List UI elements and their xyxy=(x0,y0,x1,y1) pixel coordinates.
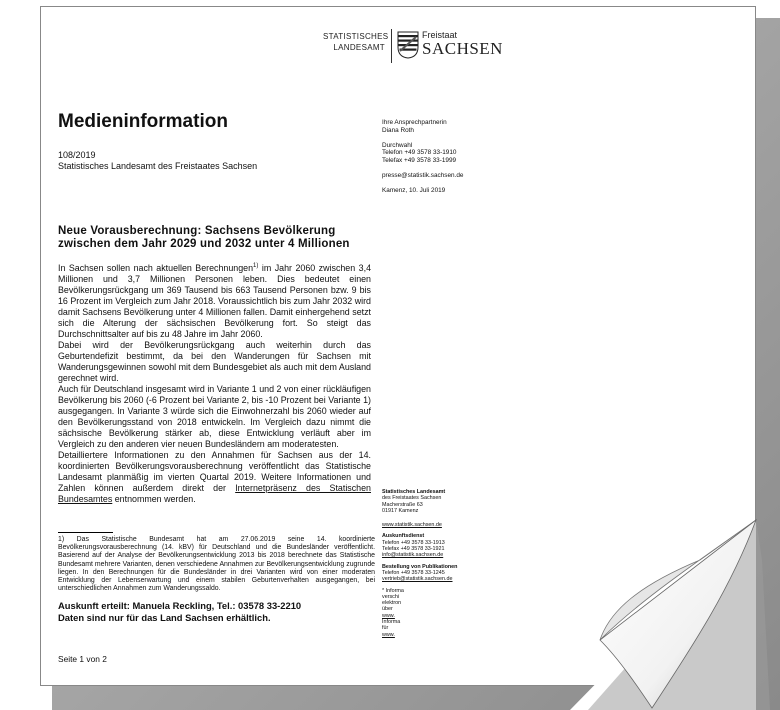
footnote-separator xyxy=(58,532,113,533)
sachsen-wordmark: SACHSEN xyxy=(422,39,503,58)
document-title: Medieninformation xyxy=(58,111,228,132)
order-email-link[interactable]: vertrieb@statistik.sachsen.de xyxy=(382,576,453,583)
freistaat-label: Freistaat xyxy=(422,30,458,40)
information-contact: Auskunft erteilt: Manuela Reckling, Tel.: 03578 33-2210 Daten sind nur für das Land Sachsen erhältlich. xyxy=(58,600,302,623)
contact-fax: Telefax +49 3578 33-1999 xyxy=(382,157,457,165)
footnote-ref: 1) xyxy=(253,263,259,270)
paragraph-2: Dabei wird der Bevölkerungsrückgang auch weiterhin durch das Geburtendefizit bestimmt, da bei den Wanderungen für Sachsen mit Wanderungsgewinnen sowohl mit dem Bundesgebiet als auch mit dem Ausland gerechnet wird. xyxy=(58,340,371,383)
contact-name: Diana Roth xyxy=(382,126,414,134)
saxony-coat-of-arms-icon xyxy=(397,31,419,59)
issuer-name: Statistisches Landesamt des Freistaates Sachsen xyxy=(58,161,258,171)
place-date: Kamenz, 10. Juli 2019 xyxy=(382,186,446,194)
destatis-link[interactable]: Internetpräsenz des Statischen Bundesamtes xyxy=(58,483,371,504)
document-page xyxy=(40,6,756,686)
website-link[interactable]: www.statistik.sachsen.de xyxy=(382,522,442,529)
agency-logo xyxy=(323,29,503,65)
contact-phone: Telefon +49 3578 33-1910 xyxy=(382,149,457,157)
logo-divider xyxy=(391,29,392,63)
headline: Neue Vorausberechnung: Sachsens Bevölkerung zwischen dem Jahr 2029 und 2032 unter 4 Millionen xyxy=(58,225,350,250)
page-number: Seite 1 von 2 xyxy=(58,654,107,664)
landesamt-wordmark: STATISTISCHES LANDESAMT xyxy=(323,32,389,52)
agency-address: Statistisches Landesamt des Freistaates Sachsen Macherstraße 63 01917 Kamenz www.statistik.sachsen.de Auskunftsdienst Telefon +49 3578 33-1913 Telefax +49 3578 33-1921 info@statistik.sachsen.de Bestellung von Publikationen Telefon +49 3578 33-1245 vertrieb@statistik.sachsen.de * Informa verschi elektron über www. Informa für www. xyxy=(382,489,492,638)
release-number: 108/2019 Statistisches Landesamt des Freistaates Sachsen xyxy=(58,150,258,171)
contact-email[interactable]: presse@statistik.sachsen.de xyxy=(382,171,464,179)
contact-block: Ihre Ansprechpartnerin Diana Roth Durchwahl Telefon +49 3578 33-1910 Telefax +49 3578 33-1999 presse@statistik.sachsen.de Kamenz, 10. Juli 2019 xyxy=(382,119,492,195)
paragraph-4: Detailliertere Informationen zu den Annahmen für Sachsen aus der 14. koordinierten Bevölkerungsvorausberechnung veröffentlicht das Statistische Landesamt planmäßig im vierten Quartal 2019. Weitere Informationen und Zahlen können außerdem direkt der Internetpräsenz des Statischen Bundesamtes entnommen werden. xyxy=(58,450,371,504)
paragraph-3: Auch für Deutschland insgesamt wird in Variante 1 und 2 von einer rückläufigen Bevölkerung bis 2060 (-6 Prozent bei Variante 2, bis -10 Prozent bei Variante 1) ausgegangen. In Variante 3 würde sich die Einwohnerzahl bis 2060 wieder auf den Bevölkerungsstand von 2018 entwickeln. Im Vergleich dazu nimmt die sächsische Bevölkerung stärker ab, diese Entwicklung verläuft aber im Vergleich zu den anderen vier neuen Bundesländern am moderatesten. xyxy=(58,384,371,449)
info-email-link[interactable]: info@statistik.sachsen.de xyxy=(382,552,444,559)
footnote: 1) Das Statistische Bundesamt hat am 27.06.2019 seine 14. koordinierte Bevölkerungsvorausberechnung (14. kBV) für Deutschland und die Bundesländer veröffentlicht. Basierend auf der Analyse der Bevölkerungsentwicklung 2013 bis 2018 berechnete das Statistische Bundesamt mehrere Varianten, denen verschiedene Annahmen zur Bevölkerungsentwicklung zugrunde liegen. In den Berechnungen für die Bundesländer in drei Varianten wird von einer moderaten Entwicklung der Lebenserwartung und einem stabilen Geburtenverhalten ausgegangen, bei unterschiedlichen Annahmen zum Wanderungssaldo. xyxy=(58,536,375,593)
body-text xyxy=(58,263,371,505)
paragraph-1: In Sachsen sollen nach aktuellen Berechnungen$^{1)}$ im Jahr 2060 zwischen 3,4 Millionen und 3,7 Millionen Personen leben. Dies bedeutet einen Bevölkerungsrückgang um 369 Tausend bis 663 Tausend Personen bzw. 9 bis 16 Prozent im Vergleich zum Jahr 2018. Voraussichtlich bis zum Jahr 2032 wird damit Sachsens Bevölkerung unter 4 Millionen fallen. Damit einhergehend setzt sich die Alterung der sächsischen Bevölkerung fort. So steigt das Durchschnittsalter auf bis zu 48 Jahre im Jahr 2060. xyxy=(58,263,372,339)
